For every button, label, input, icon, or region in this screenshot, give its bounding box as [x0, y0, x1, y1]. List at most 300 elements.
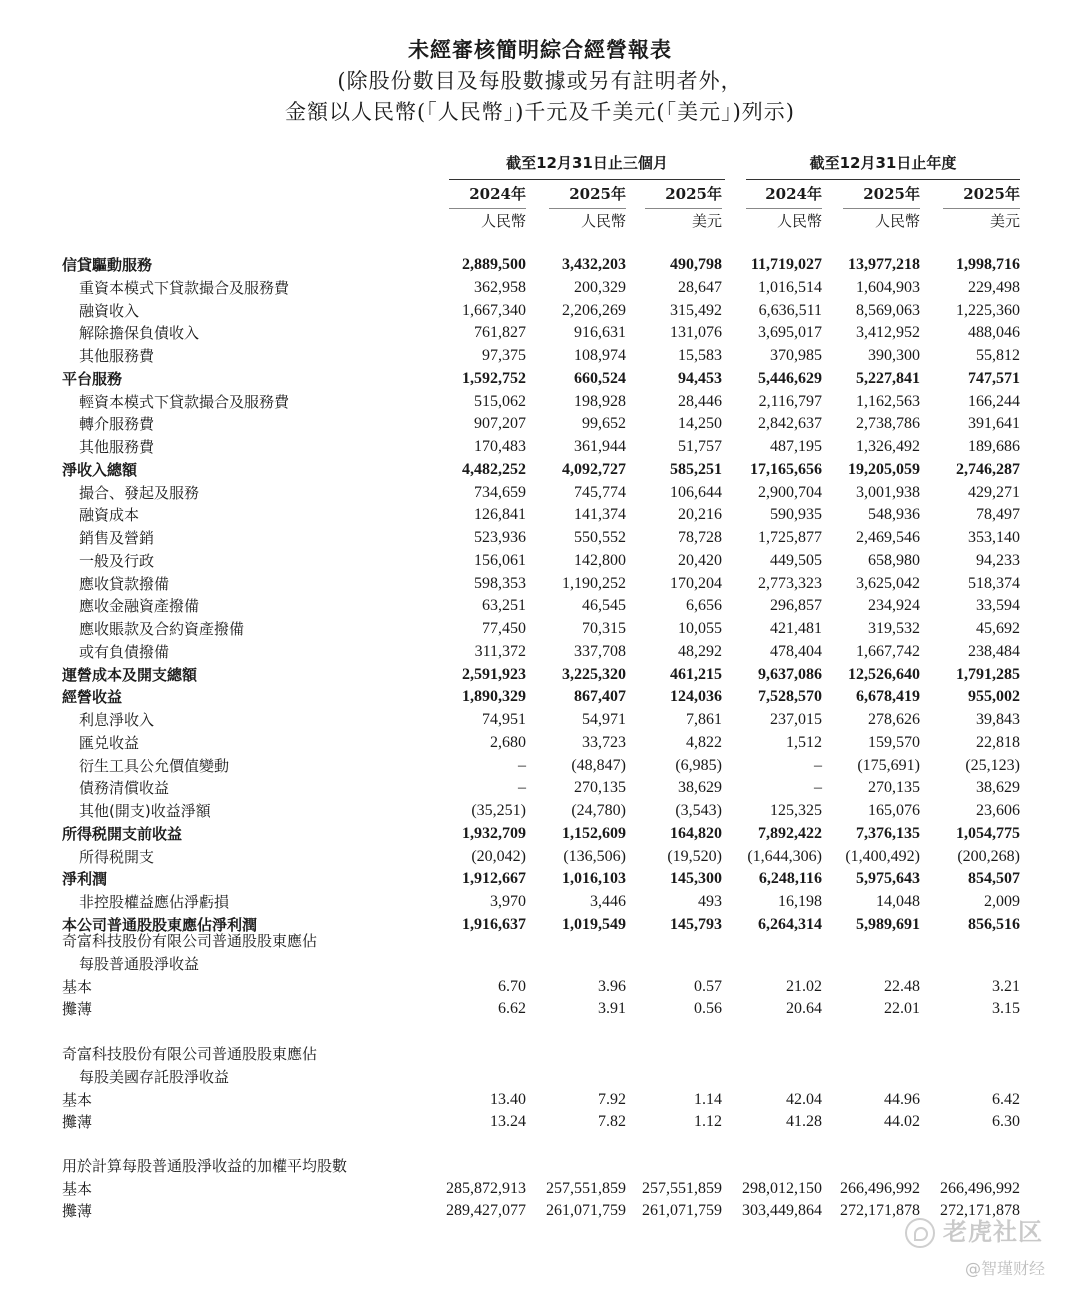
cell-value: 303,449,864: [742, 1202, 822, 1219]
column-year-header: 2025年: [843, 183, 920, 209]
cell-value: 3,001,938: [856, 483, 920, 501]
cell-value: 3.21: [992, 978, 1020, 995]
row-label: 解除擔保負債收入: [79, 324, 200, 343]
cell-value: 22.48: [884, 978, 920, 995]
cell-value: 5,227,841: [856, 369, 920, 387]
cell-value: 170,483: [474, 438, 526, 455]
cell-value: 257,551,859: [546, 1180, 626, 1197]
watermark-brand-text: 老虎社区: [943, 1218, 1043, 1246]
cell-value: 2,738,786: [856, 415, 920, 433]
cell-value: 7.82: [598, 1113, 626, 1130]
cell-value: 54,971: [582, 711, 626, 728]
cell-value: (175,691): [857, 756, 920, 774]
cell-value: 20.64: [786, 1000, 822, 1017]
cell-value: 370,985: [770, 347, 822, 364]
cell-value: 7,892,422: [758, 824, 822, 842]
cell-value: 856,516: [968, 915, 1020, 933]
cell-value: 598,353: [474, 574, 526, 592]
row-label: 重資本模式下貸款撮合及服務費: [79, 278, 290, 297]
cell-value: 270,135: [868, 779, 920, 797]
cell-value: 390,300: [868, 347, 920, 364]
cell-value: 44.02: [884, 1113, 920, 1130]
cell-value: 3.15: [992, 1000, 1020, 1017]
cell-value: 1,932,709: [462, 824, 526, 842]
cell-value: 3.96: [598, 978, 626, 995]
cell-value: 10,055: [678, 620, 722, 637]
cell-value: 2,773,323: [758, 574, 822, 592]
cell-value: 1,998,716: [956, 256, 1020, 273]
table-row: [0, 1089, 1080, 1112]
row-label: 平台服務: [62, 369, 123, 388]
row-label: 銷售及營銷: [79, 529, 155, 547]
row-label: 本公司普通股股東應佔淨利潤: [62, 915, 258, 934]
table-row: [0, 595, 1080, 618]
cell-value: 2,900,704: [758, 483, 822, 501]
cell-value: 13.40: [490, 1091, 526, 1108]
cell-value: 38,629: [976, 779, 1020, 797]
cell-value: 7.92: [598, 1091, 626, 1108]
table-row: [0, 618, 1080, 641]
cell-value: 7,528,570: [758, 688, 822, 706]
cell-value: –: [814, 756, 822, 774]
cell-value: 17,165,656: [750, 460, 822, 478]
cell-value: 1,326,492: [856, 438, 920, 455]
column-group-year: 截至12月31日止年度: [746, 152, 1020, 180]
cell-value: 2,469,546: [856, 529, 920, 546]
cell-value: 362,958: [474, 278, 526, 296]
cell-value: 361,944: [574, 438, 626, 455]
cell-value: 278,626: [868, 711, 920, 728]
row-label: 其他服務費: [79, 347, 155, 365]
column-group-quarter: 截至12月31日止三個月: [449, 152, 725, 180]
table-row: [0, 1066, 1080, 1089]
cell-value: 585,251: [670, 460, 722, 478]
cell-value: 1,225,360: [956, 301, 1020, 319]
row-label: 基本: [62, 1091, 93, 1109]
row-label: 輕資本模式下貸款撮合及服務費: [79, 392, 290, 411]
cell-value: 170,204: [670, 574, 722, 592]
cell-value: (24,780): [571, 802, 626, 819]
table-row: [0, 846, 1080, 869]
table-row: [0, 664, 1080, 687]
cell-value: 270,135: [574, 779, 626, 797]
table-row: [0, 686, 1080, 709]
table-row: [0, 1043, 1080, 1066]
cell-value: (20,042): [471, 847, 526, 865]
cell-value: 1,912,667: [462, 870, 526, 888]
cell-value: 867,407: [574, 688, 626, 706]
cell-value: 590,935: [770, 506, 822, 524]
cell-value: 21.02: [786, 978, 822, 995]
cell-value: 94,453: [678, 369, 722, 387]
table-row: [0, 953, 1080, 976]
cell-value: –: [518, 779, 526, 797]
cell-value: 145,793: [670, 915, 722, 933]
table-row: [0, 732, 1080, 755]
cell-value: 23,606: [976, 802, 1020, 819]
cell-value: (6,985): [675, 756, 722, 774]
cell-value: 490,798: [670, 256, 722, 273]
cell-value: 39,843: [976, 711, 1020, 728]
cell-value: 266,496,992: [840, 1180, 920, 1197]
cell-value: 854,507: [968, 870, 1020, 888]
cell-value: 1,152,609: [562, 824, 626, 842]
cell-value: 2,591,923: [462, 665, 526, 683]
column-currency-header: 人民幣: [480, 212, 526, 230]
cell-value: 1,016,514: [758, 278, 822, 296]
cell-value: 1,667,340: [462, 301, 526, 319]
row-label: 衍生工具公允價值變動: [79, 756, 230, 775]
cell-value: (3,543): [675, 802, 722, 819]
cell-value: 12,526,640: [848, 665, 920, 683]
cell-value: 907,207: [474, 415, 526, 433]
cell-value: 33,594: [976, 597, 1020, 615]
cell-value: 124,036: [670, 688, 722, 706]
table-row: [0, 800, 1080, 823]
cell-value: 7,861: [686, 711, 722, 728]
cell-value: 13,977,218: [848, 256, 920, 273]
row-label: 用於計算每股普通股淨收益的加權平均股數: [62, 1157, 348, 1175]
cell-value: 658,980: [868, 551, 920, 569]
column-currency-header: 美元: [691, 212, 722, 230]
cell-value: 2,842,637: [758, 415, 822, 433]
table-row: [0, 391, 1080, 414]
table-row: [0, 1111, 1080, 1134]
row-label: 融資成本: [79, 506, 140, 525]
cell-value: 237,015: [770, 711, 822, 728]
cell-value: 19,205,059: [848, 460, 920, 478]
cell-value: 156,061: [474, 551, 526, 569]
cell-value: 1.14: [694, 1091, 722, 1108]
cell-value: 916,631: [574, 324, 626, 342]
cell-value: 15,583: [678, 347, 722, 364]
row-label: 一般及行政: [79, 551, 155, 570]
table-row: [0, 976, 1080, 999]
row-label: 運營成本及開支總額: [62, 665, 198, 684]
cell-value: 1,592,752: [462, 369, 526, 387]
cell-value: 1.12: [694, 1113, 722, 1130]
cell-value: 5,989,691: [856, 915, 920, 933]
cell-value: 6,248,116: [758, 870, 822, 888]
cell-value: 1,512: [786, 733, 822, 751]
cell-value: 261,071,759: [642, 1202, 722, 1219]
cell-value: 189,686: [968, 438, 1020, 455]
column-currency-header: 人民幣: [580, 212, 626, 230]
row-label: 奇富科技股份有限公司普通股股東應佔: [62, 932, 318, 950]
table-row: [0, 641, 1080, 664]
cell-value: 46,545: [582, 597, 626, 615]
cell-value: 523,936: [474, 529, 526, 546]
row-label: 基本: [62, 978, 93, 996]
cell-value: 298,012,150: [742, 1180, 822, 1197]
cell-value: 1,725,877: [758, 529, 822, 546]
cell-value: 3,225,320: [562, 665, 626, 683]
cell-value: (1,644,306): [747, 847, 822, 865]
row-label: 攤薄: [62, 1113, 93, 1131]
cell-value: 41.28: [786, 1113, 822, 1130]
cell-value: 1,604,903: [856, 278, 920, 296]
column-currency-header: 人民幣: [874, 212, 920, 230]
cell-value: 78,497: [976, 506, 1020, 524]
cell-value: 296,857: [770, 597, 822, 615]
report-subtitle-line2: 金額以人民幣(「人民幣」)千元及千美元(「美元」)列示): [285, 100, 795, 124]
cell-value: (136,506): [563, 847, 626, 865]
cell-value: 9,637,086: [758, 665, 822, 683]
cell-value: 2,009: [984, 893, 1020, 910]
table-row: [0, 777, 1080, 800]
cell-value: 13.24: [490, 1113, 526, 1130]
table-row: [0, 573, 1080, 596]
cell-value: (19,520): [667, 847, 722, 865]
cell-value: 141,374: [574, 506, 626, 524]
cell-value: 28,446: [678, 392, 722, 410]
cell-value: 429,271: [968, 483, 1020, 501]
cell-value: 6.70: [498, 978, 526, 995]
row-label: 轉介服務費: [79, 415, 155, 434]
cell-value: 1,019,549: [562, 915, 626, 933]
cell-value: 20,216: [678, 506, 722, 524]
cell-value: 77,450: [482, 620, 526, 637]
watermark-brand: [905, 1212, 1043, 1248]
cell-value: 2,206,269: [562, 301, 626, 319]
table-row: [0, 550, 1080, 573]
cell-value: 78,728: [678, 529, 722, 546]
cell-value: –: [518, 756, 526, 774]
row-label: 淨收入總額: [62, 460, 138, 479]
row-label: 信貸驅動服務: [62, 256, 153, 274]
cell-value: 22,818: [976, 733, 1020, 751]
cell-value: 106,644: [670, 483, 722, 501]
row-label: 每股美國存託股淨收益: [79, 1068, 230, 1086]
column-currency-header: 美元: [989, 212, 1020, 230]
cell-value: 518,374: [968, 574, 1020, 592]
cell-value: 315,492: [670, 301, 722, 319]
row-label: 匯兑收益: [79, 733, 140, 752]
cell-value: 6,656: [686, 597, 722, 615]
cell-value: 22.01: [884, 1000, 920, 1017]
cell-value: 3,446: [590, 893, 626, 910]
cell-value: 6,264,314: [758, 915, 822, 933]
cell-value: (1,400,492): [845, 847, 920, 865]
cell-value: 1,054,775: [956, 824, 1020, 842]
cell-value: 14,250: [678, 415, 722, 433]
cell-value: 478,404: [770, 642, 822, 660]
cell-value: 7,376,135: [856, 824, 920, 842]
row-label: 或有負債撥備: [79, 642, 170, 661]
cell-value: 1,791,285: [956, 665, 1020, 683]
cell-value: 4,092,727: [562, 460, 626, 478]
cell-value: 97,375: [482, 347, 526, 364]
table-row: [0, 998, 1080, 1021]
table-row: [0, 345, 1080, 368]
cell-value: 229,498: [968, 278, 1020, 296]
cell-value: 257,551,859: [642, 1180, 722, 1197]
table-row: [0, 368, 1080, 391]
cell-value: 0.56: [694, 1000, 722, 1017]
cell-value: 44.96: [884, 1091, 920, 1108]
cell-value: 16,198: [778, 893, 822, 910]
table-row: [0, 930, 1080, 953]
row-label: 融資收入: [79, 301, 140, 320]
cell-value: 14,048: [876, 893, 920, 910]
row-label: 應收賬款及合約資產撥備: [79, 620, 245, 638]
cell-value: 6.42: [992, 1091, 1020, 1108]
cell-value: 6.30: [992, 1113, 1020, 1130]
cell-value: 145,300: [670, 870, 722, 888]
cell-value: 3,970: [490, 893, 526, 910]
cell-value: 391,641: [968, 415, 1020, 433]
table-row: [0, 823, 1080, 846]
cell-value: –: [814, 779, 822, 797]
row-label: 所得税開支前收益: [62, 824, 183, 843]
row-label: 利息淨收入: [79, 711, 155, 729]
cell-value: (48,847): [571, 756, 626, 774]
cell-value: 11,719,027: [750, 256, 822, 273]
row-label: 應收金融資產撥備: [79, 597, 200, 616]
cell-value: 266,496,992: [940, 1180, 1020, 1197]
cell-value: 159,570: [868, 733, 920, 751]
cell-value: 200,329: [574, 278, 626, 296]
cell-value: 5,446,629: [758, 369, 822, 387]
cell-value: 74,951: [482, 711, 526, 728]
cell-value: 493: [698, 893, 722, 910]
cell-value: 747,571: [968, 369, 1020, 387]
table-row: [0, 527, 1080, 550]
tiger-logo-icon: [905, 1218, 935, 1248]
cell-value: 5,975,643: [856, 870, 920, 888]
cell-value: 48,292: [678, 642, 722, 660]
cell-value: 131,076: [670, 324, 722, 342]
cell-value: 33,723: [582, 733, 626, 751]
cell-value: 550,552: [574, 529, 626, 546]
cell-value: 1,667,742: [856, 642, 920, 660]
table-row: [0, 322, 1080, 345]
cell-value: (200,268): [957, 847, 1020, 865]
cell-value: 6,636,511: [758, 301, 822, 319]
cell-value: 3,695,017: [758, 324, 822, 342]
cell-value: 142,800: [574, 551, 626, 569]
table-row: [0, 891, 1080, 914]
cell-value: 289,427,077: [446, 1202, 526, 1219]
cell-value: 761,827: [474, 324, 526, 342]
row-label: 基本: [62, 1180, 93, 1198]
cell-value: 461,215: [670, 665, 722, 683]
row-label: 每股普通股淨收益: [79, 955, 200, 973]
table-row: [0, 300, 1080, 323]
column-currency-header: 人民幣: [776, 212, 822, 230]
cell-value: 4,822: [686, 733, 722, 751]
cell-value: 1,190,252: [562, 574, 626, 592]
cell-value: 42.04: [786, 1091, 822, 1108]
cell-value: 3,412,952: [856, 324, 920, 342]
row-label: 非控股權益應佔淨虧損: [79, 893, 230, 911]
table-row: [0, 459, 1080, 482]
cell-value: (35,251): [471, 802, 526, 819]
cell-value: 6.62: [498, 1000, 526, 1017]
table-row: [0, 504, 1080, 527]
row-label: 經營收益: [62, 688, 123, 707]
cell-value: 164,820: [670, 824, 722, 842]
cell-value: 353,140: [968, 529, 1020, 546]
cell-value: 272,171,878: [840, 1202, 920, 1219]
cell-value: 20,420: [678, 551, 722, 569]
cell-value: 6,678,419: [856, 688, 920, 706]
cell-value: 126,841: [474, 506, 526, 524]
table-row: [0, 868, 1080, 891]
row-label: 所得税開支: [79, 847, 155, 866]
cell-value: 548,936: [868, 506, 920, 524]
report-subtitle-line1: (除股份數目及每股數據或另有註明者外，: [337, 69, 743, 93]
row-label: 應收貸款撥備: [79, 574, 170, 593]
cell-value: 51,757: [678, 438, 722, 455]
cell-value: 487,195: [770, 438, 822, 455]
table-row: [0, 755, 1080, 778]
cell-value: 311,372: [474, 642, 526, 660]
table-row: [0, 277, 1080, 300]
table-row: [0, 413, 1080, 436]
cell-value: 2,746,287: [956, 460, 1020, 478]
cell-value: 1,162,563: [856, 392, 920, 410]
cell-value: 94,233: [976, 551, 1020, 569]
cell-value: 165,076: [868, 802, 920, 819]
table-row: [0, 482, 1080, 505]
column-year-header: 2025年: [645, 183, 722, 209]
cell-value: 28,647: [678, 278, 722, 296]
row-label: 攤薄: [62, 1000, 93, 1018]
cell-value: 955,002: [968, 688, 1020, 706]
table-row: [0, 1178, 1080, 1201]
cell-value: 3,432,203: [562, 256, 626, 273]
cell-value: 3.91: [598, 1000, 626, 1017]
cell-value: 337,708: [574, 642, 626, 660]
cell-value: 2,680: [490, 733, 526, 751]
cell-value: 488,046: [968, 324, 1020, 342]
cell-value: 261,071,759: [546, 1202, 626, 1219]
cell-value: 272,171,878: [940, 1202, 1020, 1219]
cell-value: 1,016,103: [562, 870, 626, 888]
cell-value: 745,774: [574, 483, 626, 501]
cell-value: 2,889,500: [462, 256, 526, 273]
cell-value: 421,481: [770, 620, 822, 637]
cell-value: 125,325: [770, 802, 822, 819]
cell-value: 2,116,797: [758, 392, 822, 410]
cell-value: 449,505: [770, 551, 822, 569]
cell-value: 99,652: [582, 415, 626, 433]
row-label: 其他(開支)收益淨額: [79, 802, 211, 820]
cell-value: 1,890,329: [462, 688, 526, 706]
cell-value: 4,482,252: [462, 460, 526, 478]
cell-value: (25,123): [965, 756, 1020, 774]
cell-value: 660,524: [574, 369, 626, 387]
cell-value: 3,625,042: [856, 574, 920, 592]
cell-value: 70,315: [582, 620, 626, 637]
cell-value: 45,692: [976, 620, 1020, 637]
cell-value: 0.57: [694, 978, 722, 995]
watermark-author: @智瑾财经: [965, 1259, 1046, 1278]
row-label: 其他服務費: [79, 438, 155, 456]
cell-value: 63,251: [482, 597, 526, 615]
cell-value: 55,812: [976, 347, 1020, 364]
column-year-header: 2024年: [449, 183, 526, 209]
row-label: 攤薄: [62, 1202, 93, 1220]
row-label: 淨利潤: [62, 870, 108, 889]
cell-value: 166,244: [968, 392, 1020, 410]
cell-value: 8,569,063: [856, 301, 920, 319]
cell-value: 198,928: [574, 392, 626, 410]
column-year-header: 2025年: [549, 183, 626, 209]
cell-value: 285,872,913: [446, 1180, 526, 1197]
table-row: [0, 436, 1080, 459]
